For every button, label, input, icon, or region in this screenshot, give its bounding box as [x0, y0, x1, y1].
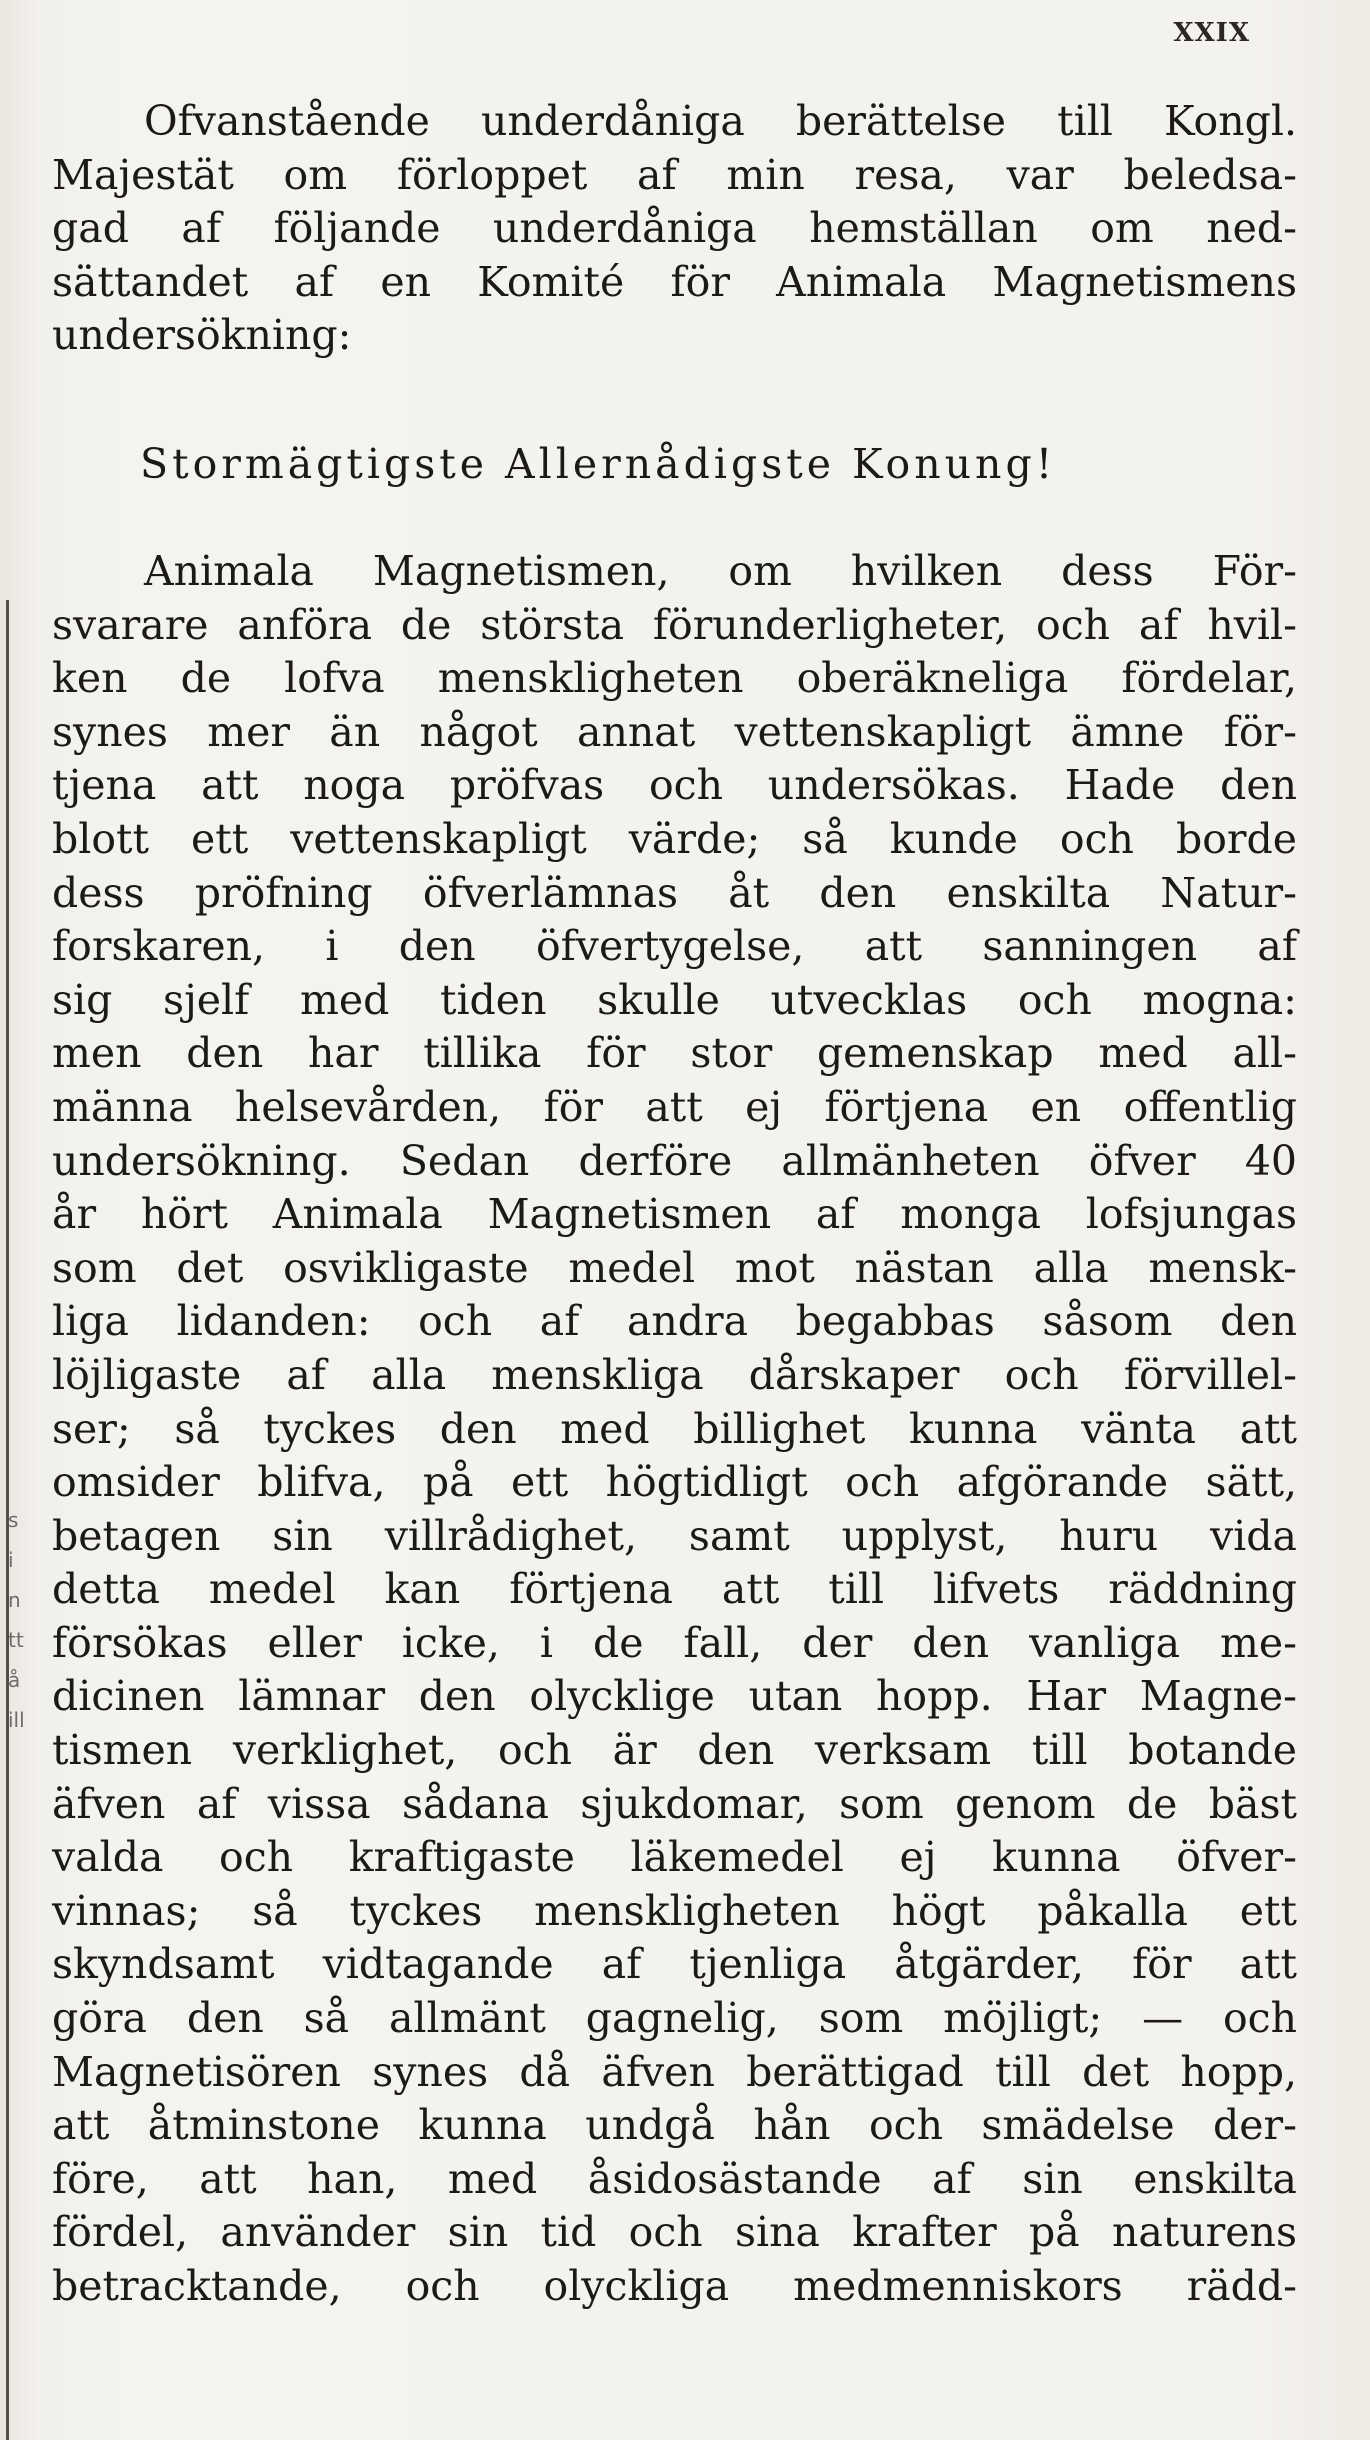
body-line: år hört Animala Magnetismen af monga lofsjungas — [52, 1190, 1297, 1239]
body-line: männa helsevården, för att ej förtjena en offentlig — [52, 1082, 1297, 1131]
gutter-mark: å — [8, 1668, 21, 1692]
body-line: blott ett vettenskapligt värde; så kunde och borde — [52, 814, 1297, 863]
body-line: svarare anföra de största förunderligheter, och af hvil- — [52, 600, 1297, 649]
gutter-mark: ill — [8, 1708, 25, 1732]
body-line: forskaren, i den öfvertygelse, att sanningen af — [52, 922, 1297, 971]
body-line: undersökning. Sedan derföre allmänheten öfver 40 — [52, 1136, 1297, 1185]
body-line: omsider blifva, på ett högtidligt och afgörande sätt, — [52, 1458, 1297, 1507]
body-line: löjligaste af alla menskliga dårskaper och förvillel- — [52, 1350, 1297, 1399]
body-line: sig sjelf med tiden skulle utvecklas och mogna: — [52, 975, 1297, 1024]
body-line: vinnas; så tyckes menskligheten högt påkalla ett — [52, 1886, 1297, 1935]
body-line: fördel, använder sin tid och sina krafter på naturens — [52, 2208, 1297, 2257]
body-line: försökas eller icke, i de fall, der den vanliga me- — [52, 1618, 1297, 1667]
page-number: XXIX — [1173, 18, 1250, 48]
intro-line: Majestät om förloppet af min resa, var beledsa- — [52, 150, 1297, 199]
gutter-mark: s — [8, 1508, 19, 1532]
salutation-heading: Stormägtigste Allernådigste Konung! — [140, 440, 1057, 488]
gutter-mark: tt — [8, 1628, 24, 1652]
body-line: men den har tillika för stor gemenskap med all- — [52, 1029, 1297, 1078]
body-line: valda och kraftigaste läkemedel ej kunna öfver- — [52, 1833, 1297, 1882]
intro-line: undersökning: — [52, 311, 352, 360]
body-line: skyndsamt vidtagande af tjenliga åtgärder, för att — [52, 1940, 1297, 1989]
body-line: tismen verklighet, och är den verksam till botande — [52, 1726, 1297, 1775]
intro-line: gad af följande underdåniga hemställan om ned- — [52, 204, 1297, 253]
body-line: Magnetisören synes då äfven berättigad till det hopp, — [52, 2047, 1297, 2096]
body-line: att åtminstone kunna undgå hån och smädelse der- — [52, 2101, 1297, 2150]
gutter-mark: n — [8, 1588, 21, 1612]
body-line: göra den så allmänt gagnelig, som möjligt; — och — [52, 1994, 1297, 2043]
body-line: detta medel kan förtjena att till lifvets räddning — [52, 1565, 1297, 1614]
body-line: före, att han, med åsidosästande af sin enskilta — [52, 2154, 1297, 2203]
body-line: betracktande, och olyckliga medmenniskors rädd- — [52, 2262, 1297, 2310]
body-line: betagen sin villrådighet, samt upplyst, huru vida — [52, 1511, 1297, 1560]
body-line: ser; så tyckes den med billighet kunna vänta att — [52, 1404, 1297, 1453]
intro-line: sättandet af en Komité för Animala Magnetismens — [52, 257, 1297, 306]
body-line: ken de lofva menskligheten oberäkneliga fördelar, — [52, 654, 1297, 703]
body-line: tjena att noga pröfvas och undersökas. Hade den — [52, 761, 1297, 810]
body-line: liga lidanden: och af andra begabbas såsom den — [52, 1297, 1297, 1346]
body-line: synes mer än något annat vettenskapligt ämne för- — [52, 707, 1297, 756]
letter-body — [52, 545, 1297, 2314]
body-line: äfven af vissa sådana sjukdomar, som genom de bäst — [52, 1779, 1297, 1828]
intro-line: Ofvanstående underdåniga berättelse till Kongl. — [144, 97, 1297, 145]
body-line: dess pröfning öfverlämnas åt den enskilta Natur- — [52, 868, 1297, 917]
body-line: dicinen lämnar den olycklige utan hopp. Har Magne- — [52, 1672, 1297, 1721]
body-line: Animala Magnetismen, om hvilken dess För- — [144, 547, 1297, 595]
body-line: som det osvikligaste medel mot nästan alla mensk- — [52, 1243, 1297, 1292]
gutter-mark: i — [8, 1548, 14, 1572]
intro-paragraph — [52, 95, 1297, 363]
gutter-bleed-text — [8, 1500, 38, 2200]
